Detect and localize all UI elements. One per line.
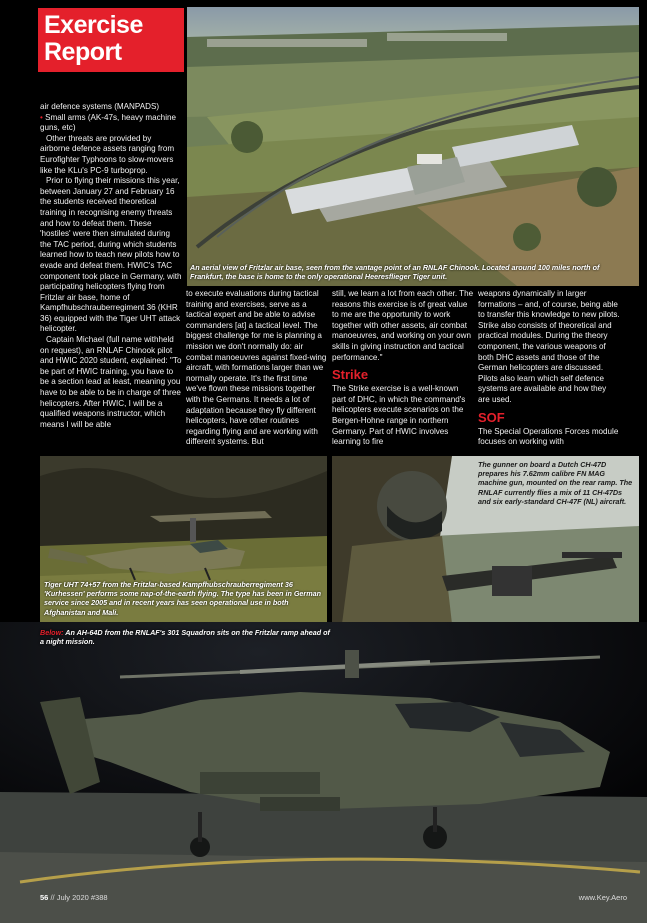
bullet-icon: • <box>40 112 46 122</box>
footer-left <box>40 893 108 902</box>
aerial-photo <box>187 7 639 286</box>
apache-caption <box>40 628 330 646</box>
column-2 <box>186 289 328 448</box>
gunner-caption: The gunner on board a Dutch CH-47D prepares his 7.62mm calibre FN MAG machine gun, mounted on the rear ramp. The RNLAF currently flies a mix of 11 CH-47Ds and six early-standard CH-47F (NL) aircraft. <box>478 460 633 506</box>
col1-para-3: Prior to flying their missions this year, between January 27 and February 16 the students received theoretical training in recognising enemy threats and how to defeat them. These 'hostiles' were then simulated during the TAC period, during which students learned how to teach new pilots how to evade and defeat them. HWIC's TAC component took place in Germany, with participating helicopters flying from Fritzlar air base, home of Kampfhubschrauberregiment 36 (KHR 36) equipped with the Tiger UHT attack helicopter. <box>40 176 182 334</box>
col1-para-2: Other threats are provided by airborne defence assets ranging from Eurofighter Typhoons to slow-movers like the KLu's PC-9 turboprop. <box>40 133 175 175</box>
column-3 <box>332 289 474 448</box>
col2-para: to execute evaluations during tactical training and exercises, serve as a tactical expert and be able to advise commanders [at] a tactical level. The biggest challenge for me is planning a mission we don't normally do: air combat manoeuvres against fixed-wing aircraft, with formations larger than we normally operate. It's the first time we've flown these missions together with the Germans. It needs a lot of adaptation because they fly different helicopters, have other routines regarding flying and are working with different systems. But <box>186 289 327 447</box>
tiger-photo <box>40 456 327 624</box>
aerial-caption: An aerial view of Fritzlar air base, seen from the vantage point of an RNLAF Chinook. Located around 100 miles north of Frankfurt, the base is home to the only operational Heeresflieger Tiger unit. <box>190 263 600 282</box>
gunner-photo <box>332 456 639 624</box>
column-1 <box>40 102 182 430</box>
apache-photo <box>0 622 647 923</box>
col4-para-2: The Special Operations Forces module focuses on working with <box>478 426 619 447</box>
section-badge <box>38 8 184 72</box>
section-title-line1: Exercise <box>44 11 143 39</box>
col3-para-1: still, we learn a lot from each other. The reasons this exercise is of great value to me are the opportunity to work together with other assets, air combat manoeuvres, and working on your own skills in giving instruction and tactical performance." <box>332 289 474 362</box>
column-4 <box>478 289 620 448</box>
col4-para-1: weapons dynamically in larger formations – and, of course, being able to transfer this knowledge to new pilots. Strike also consists of theoretical and practical modules. During the theory component, the various weapons of both DHC assets and those of the German helicopters are discussed. Pilots also learn which self defence systems are available and how they are used. <box>478 289 620 404</box>
apache-photo-image <box>0 622 647 923</box>
sof-heading: SOF <box>478 409 505 425</box>
strike-heading: Strike <box>332 367 369 383</box>
aerial-photo-image <box>187 7 639 286</box>
footer-site[interactable]: www.Key.Aero <box>578 893 627 902</box>
tiger-caption: Tiger UHT 74+57 from the Fritzlar-based Kampfhubschrauberregiment 36 'Kurhessen' performs some nap-of-the-earth flying. The type has been in German service since 2005 and in recent years has seen operational use in both Afghanistan and Mali. <box>44 580 321 617</box>
col1-para-1: Small arms (AK-47s, heavy machine guns, etc) <box>40 112 176 133</box>
issue-info: // July 2020 #388 <box>50 893 108 902</box>
below-text: An AH-64D from the RNLAF's 301 Squadron sits on the Fritzlar ramp ahead of a night mission. <box>40 628 330 647</box>
below-lead: Below: <box>40 628 64 637</box>
col3-para-2: The Strike exercise is a well-known part of DHC, in which the command's helicopters execute scenarios on the Bergen-Hohne range in northern Germany. Part of HWIC involves learning to fire <box>332 384 466 447</box>
col1-bullet <box>40 113 182 134</box>
page-number: 56 <box>40 893 49 902</box>
section-title-line2: Report <box>44 38 122 66</box>
col1-para-0: air defence systems (MANPADS) <box>40 102 160 111</box>
col1-para-4: Captain Michael (full name withheld on request), an RNLAF Chinook pilot and HWIC 2020 student, explained: "To be part of HWIC training, you have to be a section lead at least, meaning you have to be able to be in charge of three helicopters. After HWIC, I will be a qualified weapons instructor, which means I will be able <box>40 335 182 429</box>
